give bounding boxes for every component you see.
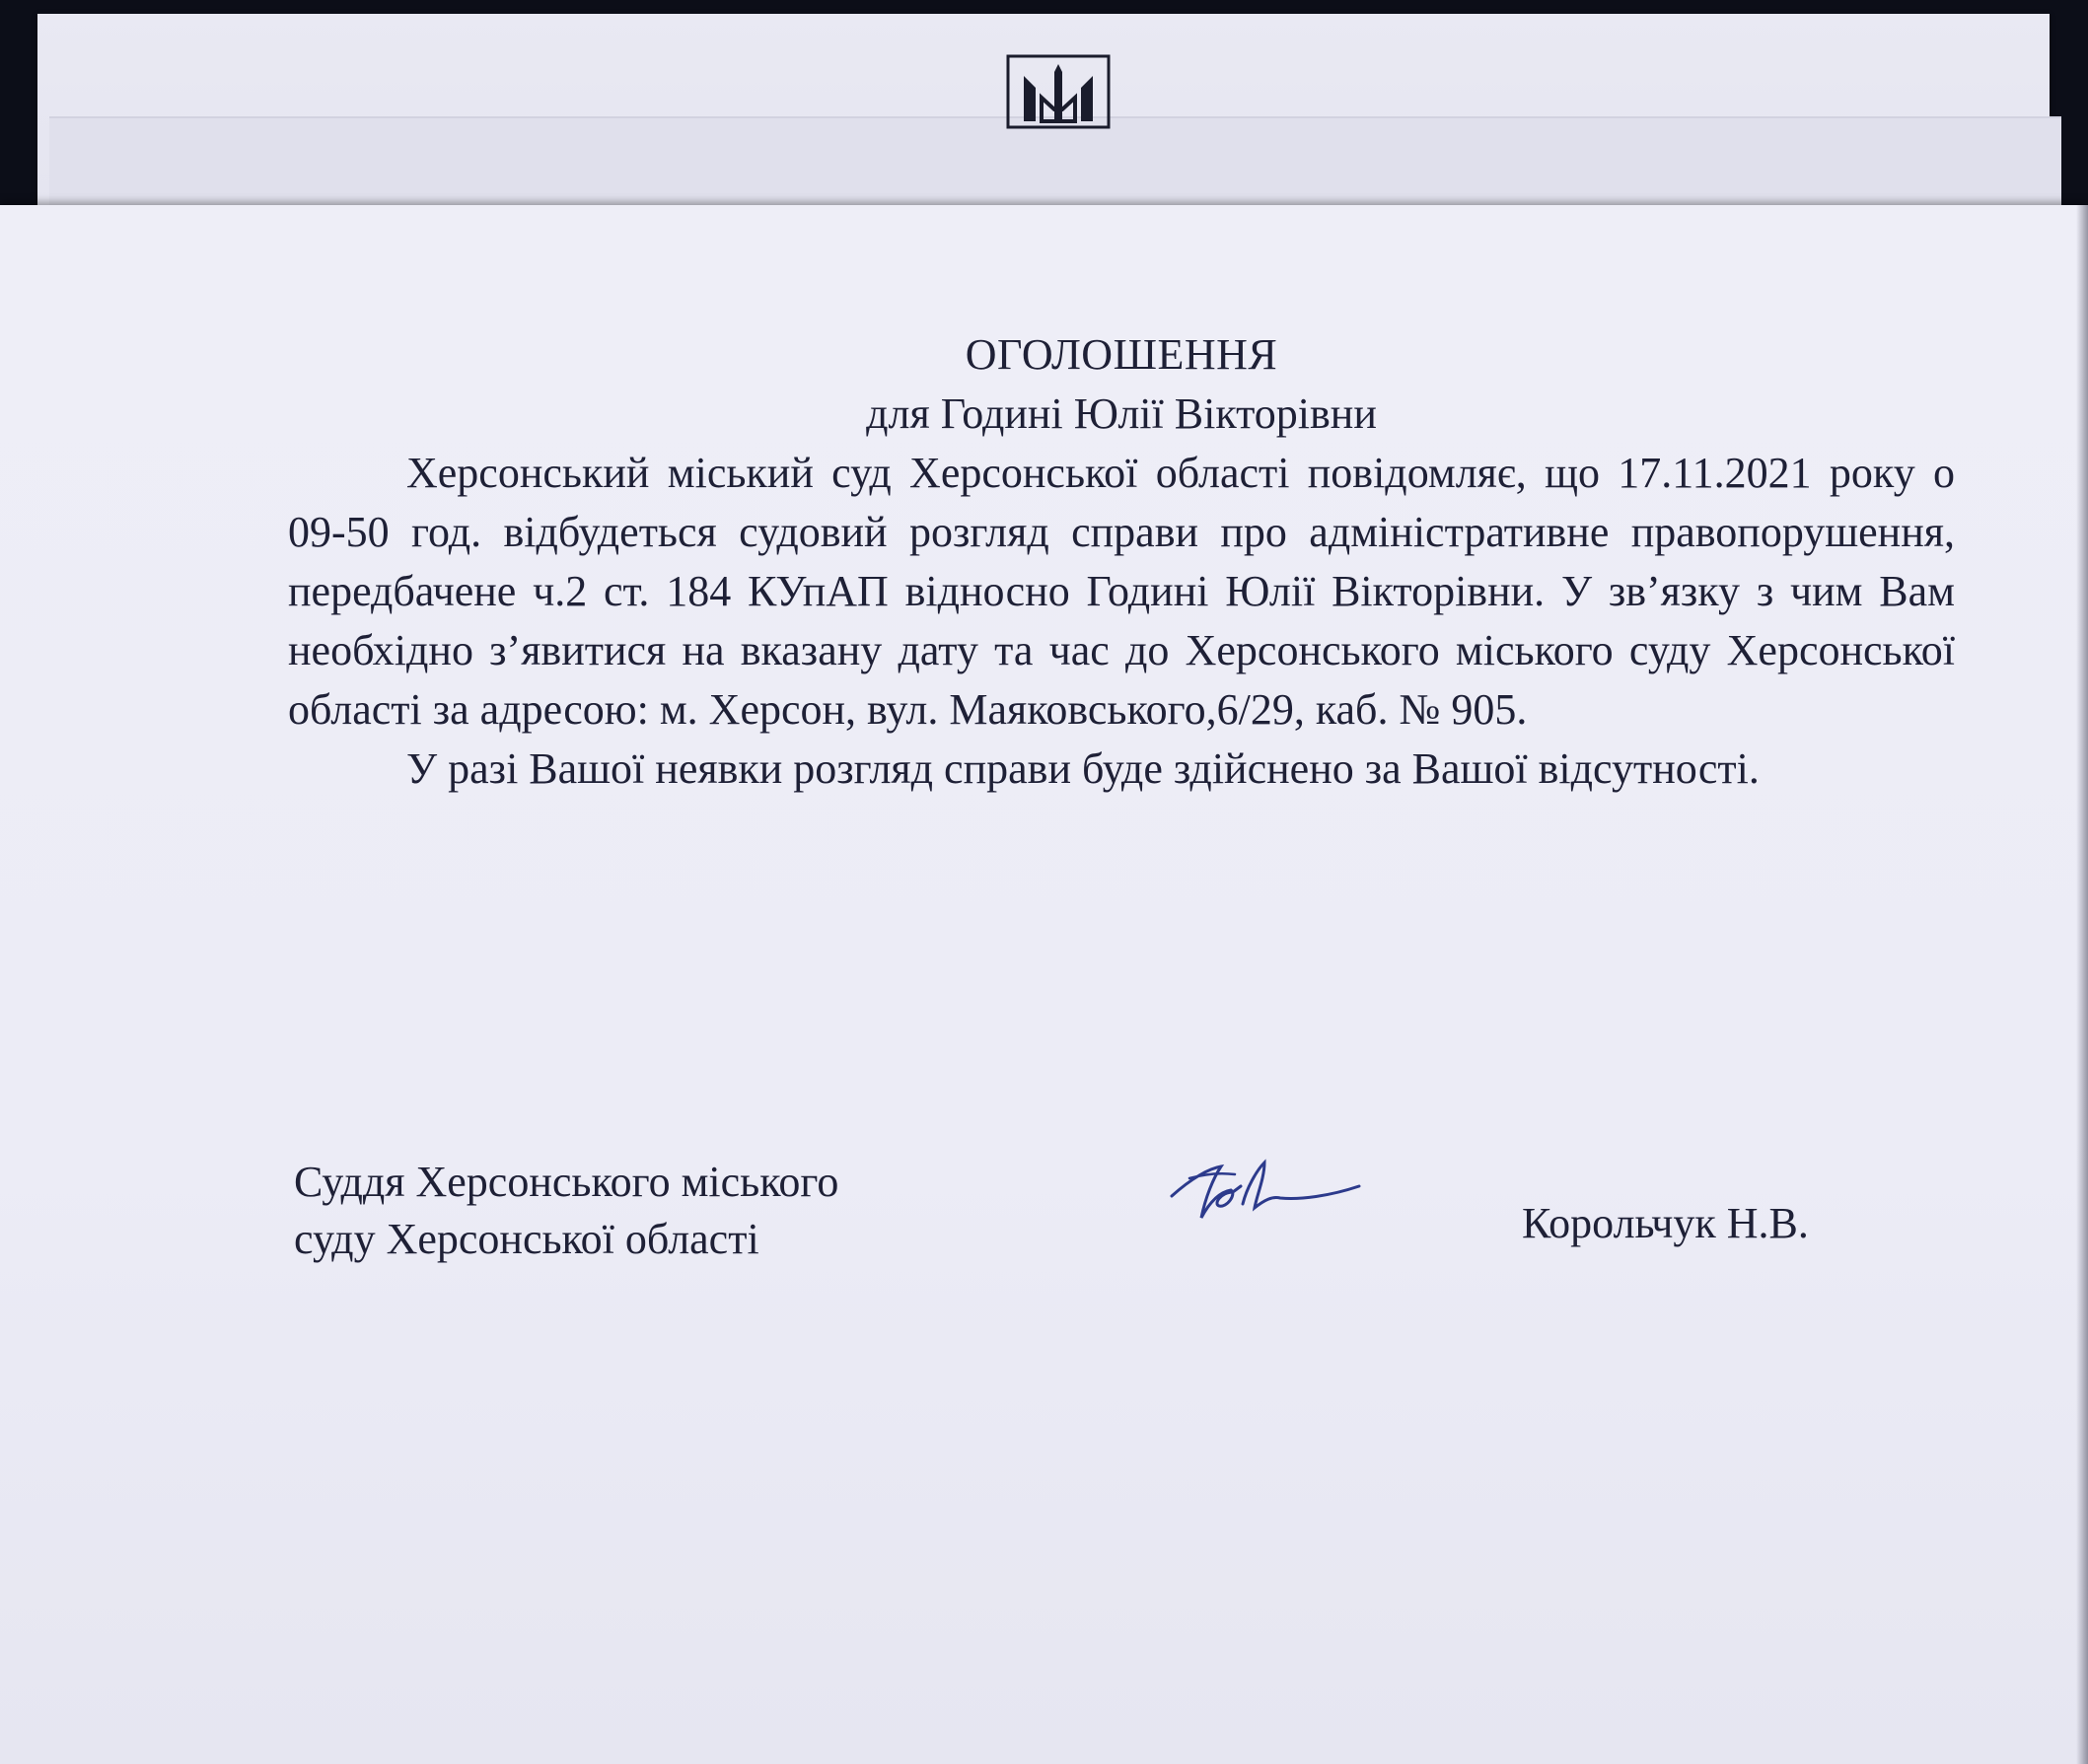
notice-title: ОГОЛОШЕННЯ xyxy=(965,330,1278,379)
notice-recipient: для Годині Юлії Вікторівни xyxy=(866,389,1377,438)
notice-paragraph-1: Херсонський міський суд Херсонської області повідомляє, що 17.11.2021 року о 09-50 год. відбудеться судовий розгляд справи про адміністративне правопорушення, передбачене ч.2 ст. 184 КУпАП відносно Годині Юлії Вікторівни. У зв’язку з чим Вам необхідно з’явитися на вказану дату та час до Херсонського міського суду Херсонської області за адресою: м. Херсон, вул. Маяковського,6/29, каб. № 905. xyxy=(288,449,1955,734)
signature-block xyxy=(294,1154,1872,1292)
notice-document xyxy=(288,325,1955,799)
trident-emblem-icon xyxy=(1006,54,1111,129)
judge-name: Корольчук Н.В. xyxy=(1522,1199,1809,1247)
judge-position-line-1: Суддя Херсонського міського xyxy=(294,1158,839,1206)
judge-position xyxy=(294,1154,838,1268)
handwritten-signature-icon xyxy=(1162,1149,1379,1237)
notice-paragraph-2: У разі Вашої неявки розгляд справи буде здійснено за Вашої відсутності. xyxy=(406,744,1760,793)
judge-position-line-2: суду Херсонської області xyxy=(294,1215,759,1263)
